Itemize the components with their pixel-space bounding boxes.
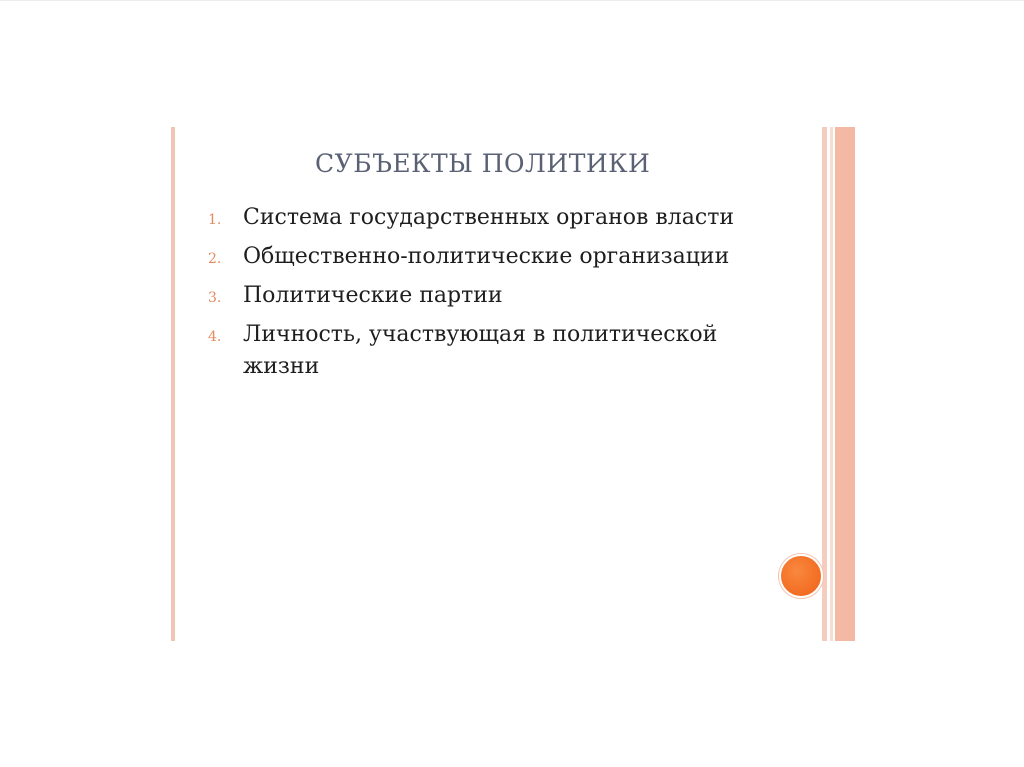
list-item xyxy=(206,241,806,273)
list-item xyxy=(206,319,806,383)
list-number: 1. xyxy=(208,212,222,228)
list-text: Общественно-политические организации xyxy=(243,244,730,269)
slide-title: СУБЪЕКТЫ ПОЛИТИКИ xyxy=(315,149,651,178)
right-decor-stripe-wide xyxy=(835,127,855,641)
right-decor-stripe-thin xyxy=(830,127,833,641)
list-item xyxy=(206,280,806,312)
list-text: Политические партии xyxy=(243,283,503,308)
left-border-rule xyxy=(171,127,175,641)
list-text: Личность, участвующая в политической жизни xyxy=(243,322,718,379)
subjects-list xyxy=(206,202,806,390)
list-text: Система государственных органов власти xyxy=(243,205,735,230)
list-number: 4. xyxy=(208,329,222,345)
right-decor-stripe xyxy=(822,127,827,641)
list-number: 2. xyxy=(208,251,222,267)
list-item xyxy=(206,202,806,234)
orange-circle-decoration xyxy=(779,554,823,598)
list-number: 3. xyxy=(208,290,222,306)
